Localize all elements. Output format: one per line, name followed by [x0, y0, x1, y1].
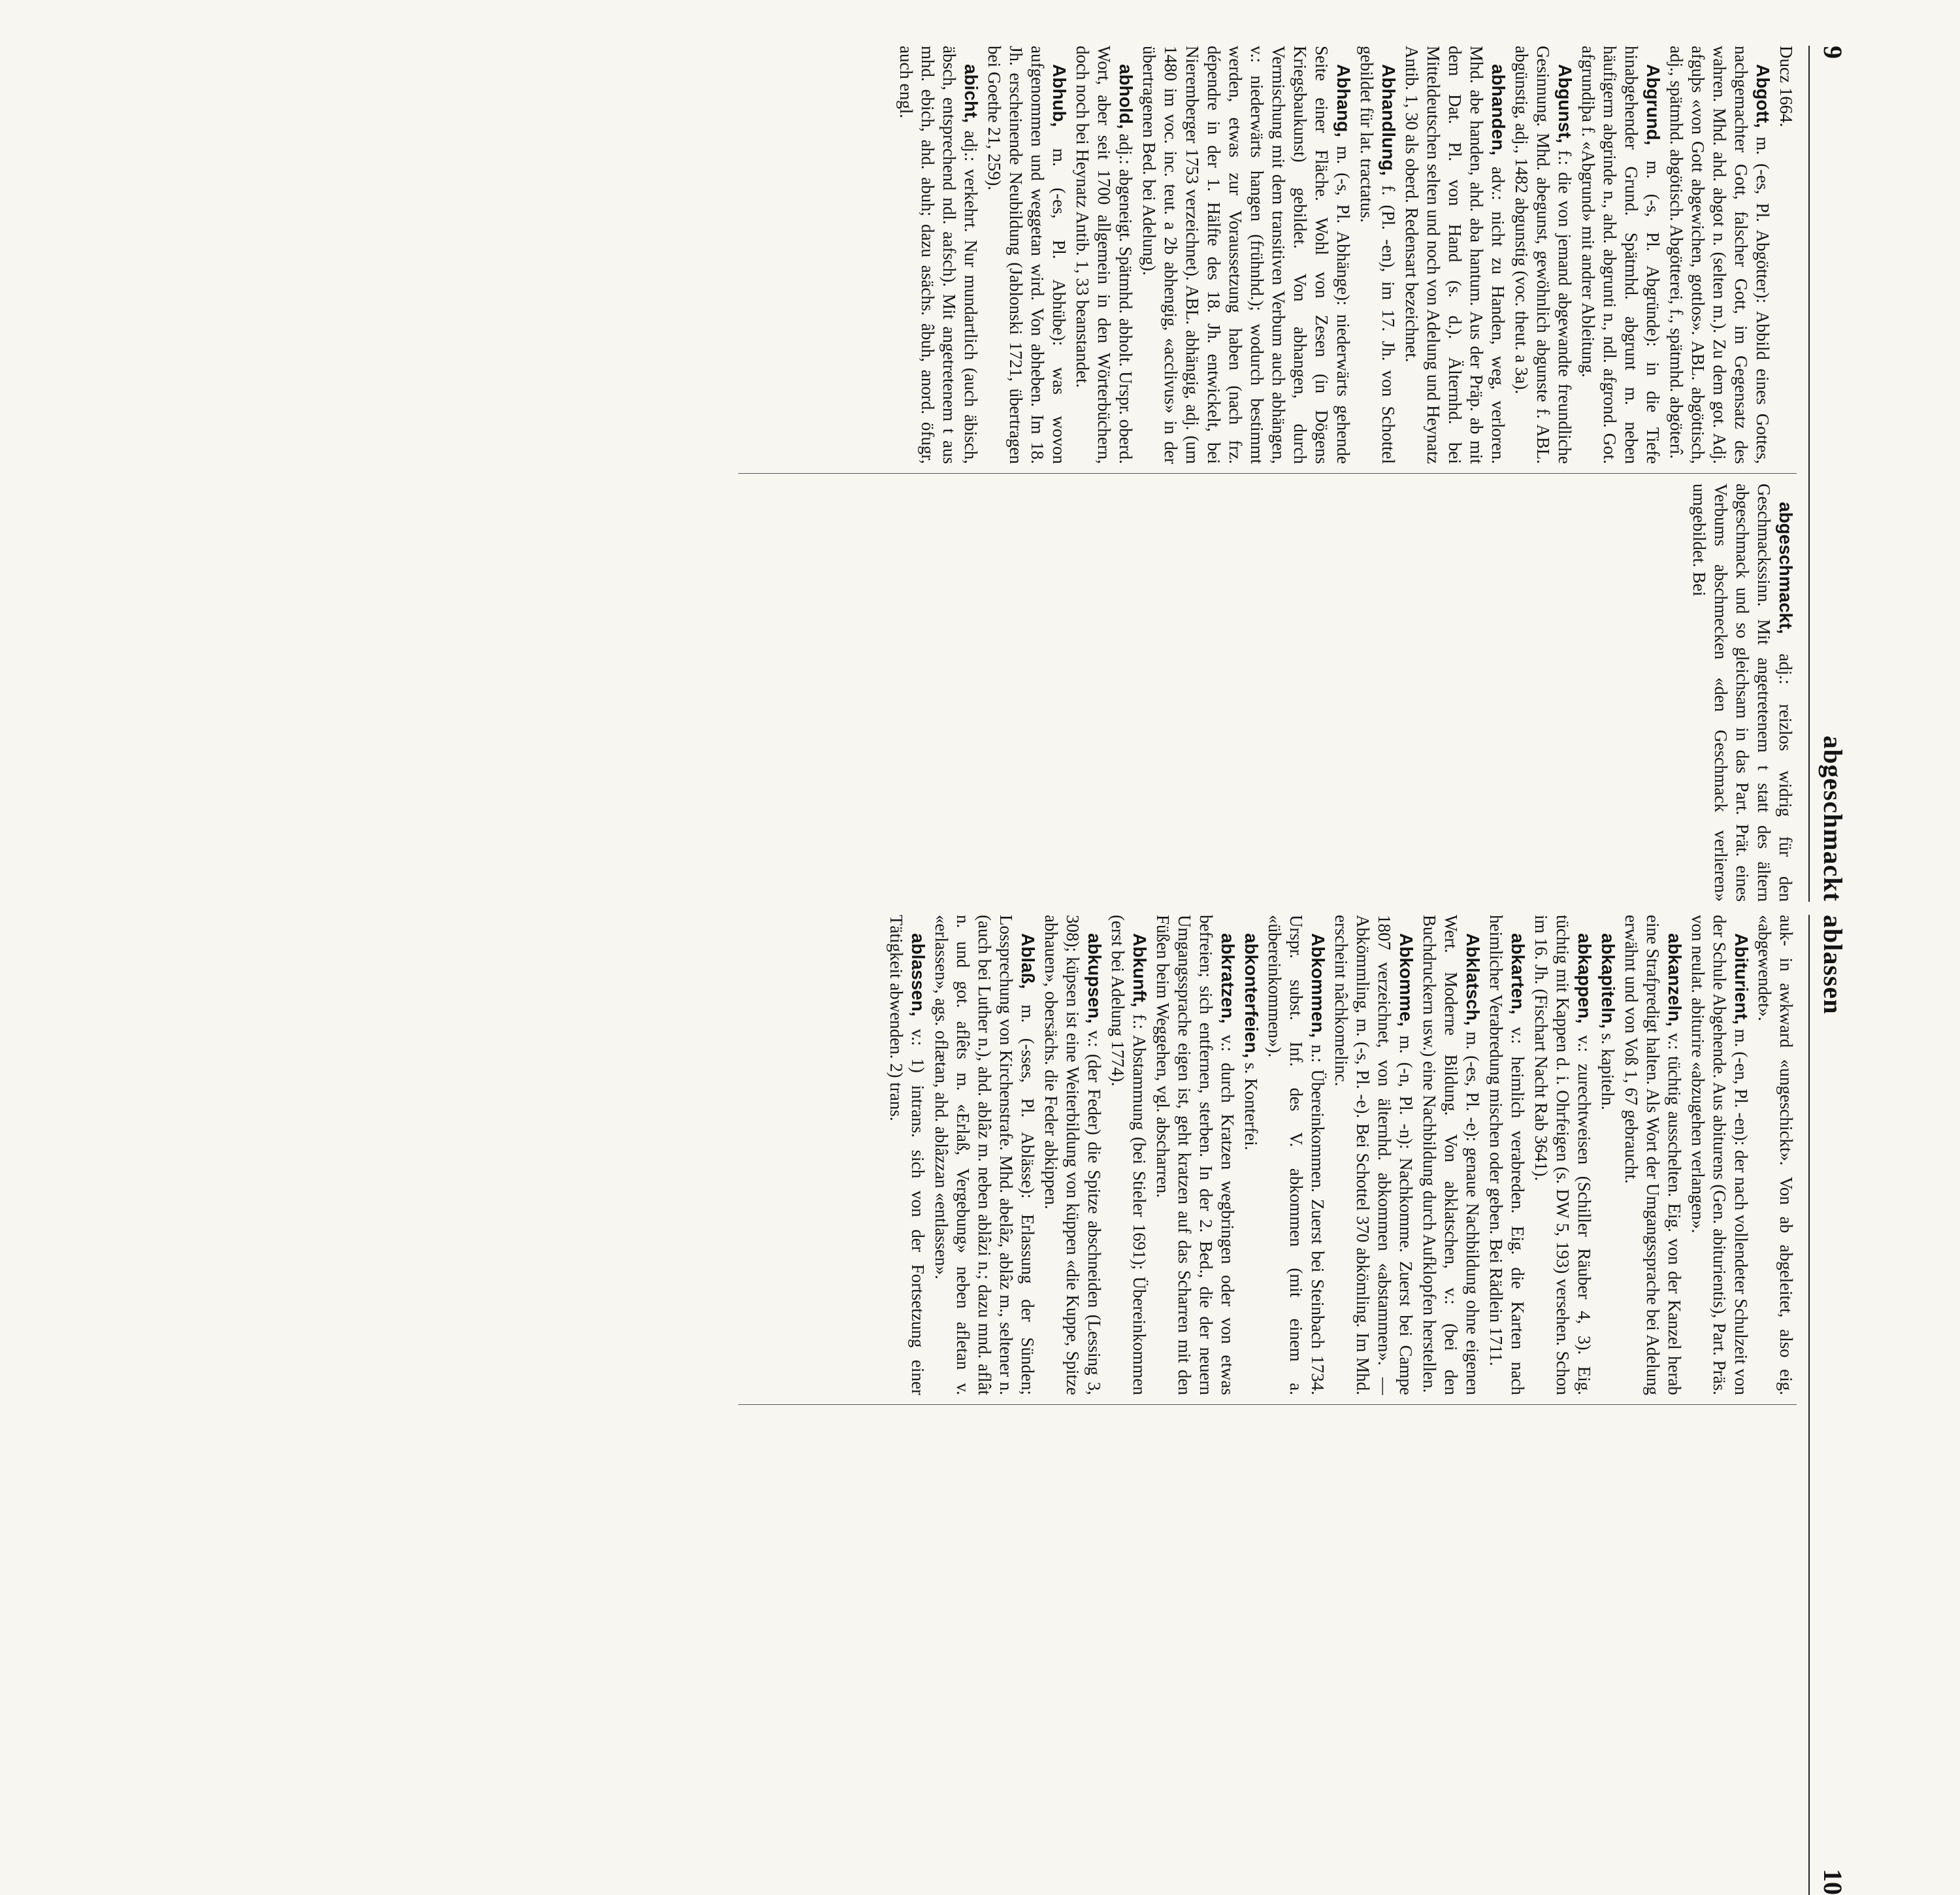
dictionary-entry [1401, 46, 1509, 464]
left-guide-word: abgeschmackt [1818, 735, 1848, 902]
right-page-number: 10 [1818, 1869, 1848, 1895]
entry-headword: Abhandlung, [1379, 64, 1399, 176]
entry-text: Ducz 1664. [1776, 46, 1796, 127]
dictionary-entry [1356, 46, 1399, 464]
left-page-header [1808, 46, 1855, 902]
dictionary-entry [1264, 915, 1329, 1395]
entry-text: adj.: abgeneigt. Spätmhd. abholt. Urspr. oberd. Wort, aber seit 1700 allgemein in den Wörterbüchern, doch noch bei Heynatz Antib. 1, 33 beanstandet. [1073, 46, 1135, 464]
entry-headword: Abhub, [1049, 64, 1070, 127]
dictionary-entry [930, 915, 1039, 1395]
entry-text: adj.: verkehrt. Nur mundartlich (auch äbisch, äbsch, entsprechend ndl. aafsch). Mit angetretenem t aus mhd. ebich, ahd. abuh; dazu asächs. âbuh, anord. öfugr, auch engl. [896, 46, 981, 464]
dictionary-entry [1071, 46, 1137, 464]
entry-headword: abkappen, [1575, 933, 1595, 1024]
entry-text: m. (-sses, Pl. Ablässe): Erlassung der Sünden; Lossprechung von Kirchenstrafe. Mhd. abelâz, ablâz m., seltener n. (auch bei Luther n.), ahd. ablâz m. neben ablâzi n.; dazu mnd. aflât n. und got. aflêts m. «Erlaß, Vergebung» neben afletan v. «erlassen», ags. oflætan, ahd. ablâzzan «entlassen». [932, 915, 1037, 1395]
entry-headword: abgeschmackt, [1776, 502, 1796, 634]
entry-headword: Ablaß, [1018, 933, 1038, 989]
entry-text: v.: tüchtig ausschelten. Eig. von der Kanzel herab eine Strafpredigt halten. Als Wort der Umgangssprache bei Adelung erwähnt und von Voß 1, 67 gebraucht. [1622, 915, 1684, 1395]
entry-text: n.: Übereinkommen. Zuerst bei Steinbach 1734. Urspr. subst. Inf. des V. abkommen (mit einem a. «übereinkommen»). [1265, 915, 1328, 1395]
dictionary-entry [1138, 46, 1354, 464]
entry-text: v.: zurechtweisen (Schiller Räuber 4, 3). Eig. tüchtig mit Kappen d. i. Ohrfeigen (s. DW 5, 193) versehen. Schon im 16. Jh. (Fischart Nacht Rab 3641). [1531, 915, 1594, 1395]
column-rule [738, 473, 1797, 474]
dictionary-entry [1577, 46, 1664, 464]
entry-text: v.: 1) intrans. sich von der Fortsetzung einer Tätigkeit abwenden. 2) trans. [887, 915, 928, 1395]
left-page [738, 46, 1797, 902]
entry-text: s. Konterfei. [1241, 1063, 1261, 1151]
entry-headword: abkratzen, [1218, 933, 1238, 1024]
dictionary-entry [1665, 46, 1774, 464]
entry-text: v.: heimlich verabreden. Eig. die Karten nach heimlicher Verabredung mischen oder geben. Bei Rädlein 1711. [1486, 915, 1527, 1395]
dictionary-entry [1620, 915, 1686, 1395]
entry-text: v.: durch Kratzen wegbringen oder von etwas befreien; sich entfernen, sterben. In der 2. Bed., die der neuern Umgangssprache eigen ist, geht kratzen auf das Scharren mit den Füßen beim Weggehen, vgl. abscharren. [1153, 915, 1237, 1395]
dictionary-entry [1754, 915, 1797, 1395]
dictionary-entry [1330, 915, 1417, 1395]
right-page [738, 915, 1797, 1895]
entry-headword: Abkommen, [1308, 933, 1328, 1038]
dictionary-entry [1687, 915, 1752, 1395]
dictionary-entry [895, 46, 982, 464]
entry-text: f.: die von jemand abgewandte freundliche Gesinnung. Mhd. abegunst, gewöhnlich abgunste f. ABL. abgünstig, adj., 1482 abgunstig (voc. theut. a 3a). [1512, 46, 1575, 464]
dictionary-entry [1530, 915, 1595, 1395]
entry-headword: abhold, [1116, 64, 1136, 129]
entry-headword: Abkunft, [1130, 933, 1150, 1008]
entry-headword: Abhang, [1333, 64, 1354, 137]
entry-headword: Abgott, [1753, 64, 1773, 128]
entry-text: m. (-en, Pl. -en): der nach vollendeter Schulzeit von der Schule Abgehende. Aus abiturens (Gen. abiturientis), Part. Präs. von neulat. abiturire «abzugehen verlangen». [1688, 915, 1751, 1395]
dictionary-entry [1597, 915, 1619, 1395]
entry-text: f. (Pl. -en), im 17. Jh. von Schottel gebildet für lat. tractatus. [1357, 46, 1398, 464]
entry-headword: abhanden, [1488, 64, 1509, 156]
dictionary-entry [885, 915, 929, 1395]
entry-text: adj.: reizlos widrig für den Geschmackssinn. Mit angetretenem t statt des ältern abgeschmack und so gleichsam in das Part. Prät. eines Verbums abschmecken «den Geschmack verlieren» umgebildet. Bei [1690, 484, 1795, 902]
right-page-column-2 [738, 1415, 1797, 1895]
left-page-column-2 [738, 484, 1797, 902]
right-guide-word: ablassen [1818, 915, 1848, 1015]
dictionary-entry [1107, 915, 1151, 1395]
entry-text: m. (-es, Pl. Abgötter): Abbild eines Gottes, nachgemachter Gott, falscher Gott, im Gegensatz des wahren. Mhd. ahd. abgot n. (selten m.). Zu dem got. Adj. afguþs «von Gott abgewichen, gottlos». ABL. abgöttisch, adj., spätmhd. abgötisch. Abgötterei, f., spätmhd. abgöterî. [1667, 46, 1772, 464]
right-page-column-1 [738, 915, 1797, 1395]
dictionary-entry [1485, 915, 1529, 1395]
entry-text: m. (-es, Pl. -e): genaue Nachbildung ohne eigenen Wert. Moderne Bildung. Von abklatschen, v.: (bei den Buchdruckern usw.) eine Nachbildung durch Aufklopfen herstellen. [1420, 915, 1482, 1395]
entry-text: adv.: nicht zu Handen, weg, verloren. Mhd. abe handen, ahd. aba hantum. Aus der Präp. ab mit dem Dat. Pl. von Hand (s. d.). Älternhd. bei Mitteldeutschen selten und noch von Adelung und Heynatz Antib. 1, 30 als oberd. Redensart bezeichnet. [1402, 46, 1508, 464]
entry-headword: abkupsen, [1085, 933, 1105, 1024]
right-page-header [1808, 915, 1855, 1895]
entry-headword: ablassen, [908, 933, 928, 1017]
left-page-number: 9 [1818, 46, 1848, 59]
entry-text: m. (-es, Pl. Abhübe): was wovon aufgenommen und weggetan wird. Von abheben. Im 18. Jh. erscheinende Neubildung (Jablonski 1721, übertragen bei Goethe 21, 259). [985, 46, 1069, 464]
dictionary-entry [1040, 915, 1105, 1395]
entry-headword: Abkomme, [1396, 933, 1416, 1027]
entry-text: auk- in awkward «ungeschickt». Von ab abgeleitet, also eig. «abgewendet». [1755, 915, 1796, 1395]
entry-text: m. (-s, Pl. Abhänge): niederwärts gehende Seite einer Fläche. Wohl von Zesen (in Dögens Kriegsbaukunst) gebildet. Von abhangen, durch Vermischung mit dem transitiven Verbum auch abhängen, v.: niederwärts hangen (frühnhd.); wodurch bestimmt werden, etwas zur Voraussetzung haben (nach frz. dépendre in der 1. Hälfte des 18. Jh. entwickelt, bei Nieremberger 1753 verzeichnet). ABL. abhängig, adj. (um 1480 im voc. inc. teut. a 2b abhengig, «acclivus» in der übertragenen Bed. bei Adelung). [1139, 46, 1353, 464]
entry-headword: abkapiteln, [1598, 933, 1618, 1029]
dictionary-entry [1511, 46, 1576, 464]
entry-headword: Abgunst, [1555, 64, 1575, 144]
entry-headword: abkarten, [1508, 933, 1528, 1015]
entry-headword: abkonterfeien, [1241, 933, 1262, 1059]
entry-text: m. (-s, Pl. Abgründe): in die Tiefe hinabgehender Grund. Spätmhd. abgrunt m. neben häufigerm abgrinde n., ahd. abgrunti n., ndl. afgrond. Got. afgrundiþa f. «Abgrund» mit andrer Ableitung. [1578, 46, 1663, 464]
dictionary-entry [1152, 915, 1239, 1395]
entry-text: s. kapiteln. [1598, 1033, 1618, 1110]
dictionary-entry [1418, 915, 1484, 1395]
dictionary-entry [1775, 46, 1797, 464]
entry-headword: Abiturient, [1731, 933, 1752, 1025]
dictionary-entry [983, 46, 1070, 464]
entry-headword: abicht, [961, 64, 981, 124]
entry-text: f.: Abstammung (bei Stieler 1691); Übereinkommen (erst bei Adelung 1774). [1108, 915, 1149, 1395]
left-page-column-1 [738, 46, 1797, 464]
entry-text: m. (-n, Pl. -n): Nachkomme. Zuerst bei Campe 1807 verzeichnet, von älternhd. abkommen «abstammen». — Abkömmling, m. (-s, Pl. -e). Bei Schottel 370 abkömling. Im Mhd. erscheint nâchkomelinc. [1331, 915, 1416, 1395]
column-rule [738, 1404, 1797, 1405]
dictionary-entry [1688, 484, 1797, 902]
entry-headword: Abklatsch, [1463, 933, 1483, 1026]
dictionary-entry [1240, 915, 1262, 1395]
entry-text: v.: (der Feder) die Spitze abschneiden (Lessing 3, 308); küpsen ist eine Weiterbildung von küppen «die Kuppe, Spitze abhauen», obersächs. die Feder abkippen. [1041, 915, 1104, 1395]
entry-headword: abkanzeln, [1665, 933, 1685, 1027]
entry-headword: Abgrund, [1643, 64, 1663, 146]
